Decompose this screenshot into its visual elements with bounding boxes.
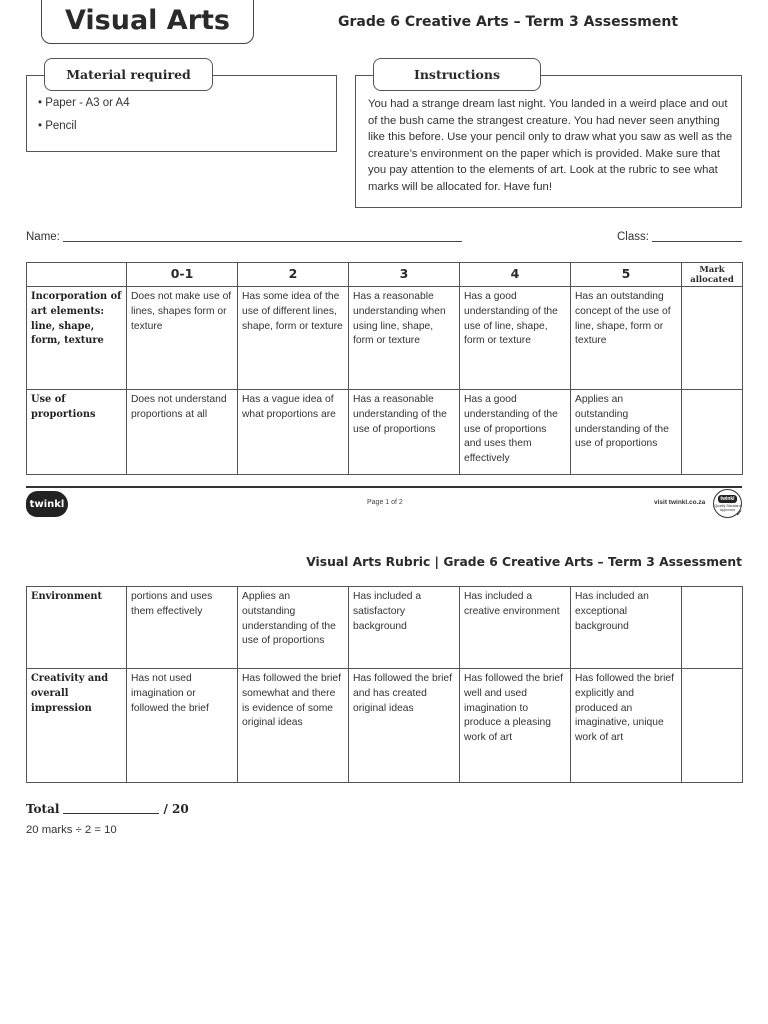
quality-badge-icon [713, 489, 742, 518]
page-number: Page 1 of 2 [367, 499, 403, 506]
table-row [27, 587, 743, 669]
instructions-text: You had a strange dream last night. You landed in a weird place and out of the bush came the strangest creature. You had never seen anything like this before. Use your pencil only to draw what you saw as well as the creature’s environment on the paper which is provided. Make sure that you pay attention to the elements of art. Look at the rubric to see what marks will be allocated for. Have fun! [368, 98, 733, 193]
descriptor-cell: Has a vague idea of what proportions are [238, 390, 349, 475]
name-field[interactable] [63, 241, 462, 242]
materials-item: • Paper - A3 or A4 [38, 97, 130, 109]
descriptor-cell: Does not understand proportions at all [127, 390, 238, 475]
descriptor-cell: Has followed the brief explicitly and produced an imaginative, unique work of art [571, 669, 682, 783]
instructions-tab: Instructions [373, 58, 541, 91]
criterion-cell: Use of proportions [27, 390, 127, 475]
title-box [41, 0, 254, 44]
total-line [26, 802, 189, 816]
rubric-table-page2 [26, 586, 743, 783]
descriptor-cell: portions and uses them effectively [127, 587, 238, 669]
descriptor-cell: Has a good understanding of the use of proportions and uses them effectively [460, 390, 571, 475]
criterion-cell: Incorporation of art elements: line, shape, form, texture [27, 287, 127, 390]
total-label: Total [26, 802, 60, 816]
table-row [27, 390, 743, 475]
header-cell: 0-1 [127, 263, 238, 287]
header-cell [27, 263, 127, 287]
descriptor-cell: Has a reasonable understanding when using line, shape, form or texture [349, 287, 460, 390]
header-cell: 4 [460, 263, 571, 287]
materials-item: • Pencil [38, 120, 77, 132]
descriptor-cell: Has not used imagination or followed the brief [127, 669, 238, 783]
descriptor-cell: Has a reasonable understanding of the use of proportions [349, 390, 460, 475]
criterion-cell: Creativity and overall impression [27, 669, 127, 783]
descriptor-cell: Has a good understanding of the use of line, shape, form or texture [460, 287, 571, 390]
rubric-table [26, 262, 743, 475]
descriptor-cell: Does not make use of lines, shapes form or texture [127, 287, 238, 390]
mark-cell[interactable] [682, 669, 743, 783]
descriptor-cell: Has some idea of the use of different lines, shape, form or texture [238, 287, 349, 390]
logo-text: twinkl [29, 498, 65, 510]
mark-cell[interactable] [682, 390, 743, 475]
descriptor-cell: Has included a satisfactory background [349, 587, 460, 669]
descriptor-cell: Has followed the brief somewhat and there is evidence of some original ideas [238, 669, 349, 783]
descriptor-cell: Has included an exceptional background [571, 587, 682, 669]
descriptor-cell: Has followed the brief and has created original ideas [349, 669, 460, 783]
descriptor-cell: Applies an outstanding understanding of the use of proportions [571, 390, 682, 475]
site-link[interactable]: visit twinkl.co.za [654, 499, 706, 506]
badge-brand: twinkl [720, 496, 735, 502]
descriptor-cell: Applies an outstanding understanding of the use of proportions [238, 587, 349, 669]
mark-allocated-header: Mark allocated [682, 263, 743, 287]
mark-cell[interactable] [682, 287, 743, 390]
table-row [27, 287, 743, 390]
header-cell: 2 [238, 263, 349, 287]
header-cell: 5 [571, 263, 682, 287]
badge-text: Quality Standard Approved [714, 504, 741, 512]
total-out-of: / 20 [163, 802, 189, 816]
total-calculation: 20 marks ÷ 2 = 10 [26, 824, 117, 836]
footer-divider [26, 486, 742, 488]
twinkl-logo [26, 491, 68, 517]
materials-list [38, 97, 130, 143]
header-cell: 3 [349, 263, 460, 287]
criterion-cell: Environment [27, 587, 127, 669]
table-row [27, 669, 743, 783]
descriptor-cell: Has followed the brief well and used imagination to produce a pleasing work of art [460, 669, 571, 783]
class-label: Class: [617, 231, 649, 243]
assessment-heading: Grade 6 Creative Arts – Term 3 Assessment [338, 14, 679, 30]
materials-tab: Material required [44, 58, 213, 91]
total-field[interactable] [63, 812, 159, 814]
mark-cell[interactable] [682, 587, 743, 669]
check-icon: ✓ [735, 508, 743, 518]
descriptor-cell: Has included a creative environment [460, 587, 571, 669]
page-title: Visual Arts [64, 5, 231, 36]
rubric-header-row [27, 263, 743, 287]
name-label: Name: [26, 231, 60, 243]
descriptor-cell: Has an outstanding concept of the use of line, shape, form or texture [571, 287, 682, 390]
class-field[interactable] [652, 241, 742, 242]
rubric-page2-heading: Visual Arts Rubric | Grade 6 Creative Arts – Term 3 Assessment [306, 555, 742, 569]
